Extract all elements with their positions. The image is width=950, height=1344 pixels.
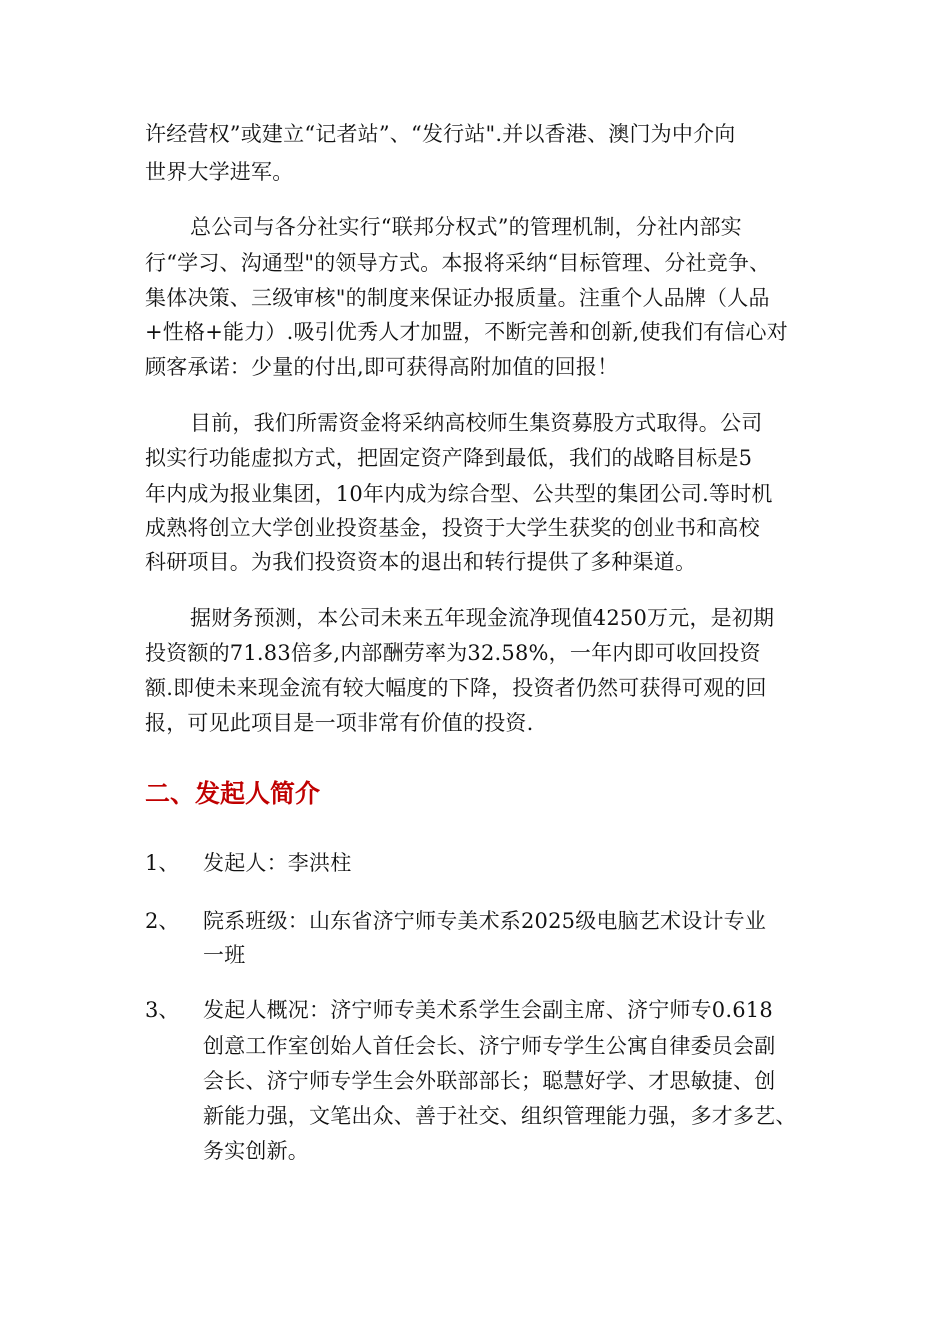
list-item-text: 务实创新。 bbox=[203, 1139, 309, 1163]
management-paragraph-line: +性格+能力）.吸引优秀人才加盟，不断完善和创新,使我们有信心对 bbox=[145, 320, 788, 344]
funding-paragraph-line: 年内成为报业集团，10年内成为综合型、公共型的集团公司.等时机 bbox=[145, 482, 773, 506]
list-item-text: 创意工作室创始人首任会长、济宁师专学生公寓自律委员会副 bbox=[203, 1034, 776, 1058]
management-paragraph-line: 集体决策、三级审核"的制度来保证办报质量。注重个人品牌（人品 bbox=[145, 286, 770, 310]
management-paragraph-line: 顾客承诺：少量的付出,即可获得高附加值的回报！ bbox=[145, 355, 619, 379]
list-item-number: 2、 bbox=[145, 909, 180, 933]
intro-paragraph-line: 许经营权”或建立“记者站”、“发行站".并以香港、澳门为中介向 bbox=[145, 122, 736, 146]
list-item-text: 新能力强，文笔出众、善于社交、组织管理能力强，多才多艺、 bbox=[203, 1104, 797, 1128]
list-item-text: 发起人概况：济宁师专美术系学生会副主席、济宁师专0.618 bbox=[203, 998, 773, 1022]
list-item-text: 会长、济宁师专学生会外联部部长；聪慧好学、才思敏捷、创 bbox=[203, 1069, 776, 1093]
management-paragraph-line: 行“学习、沟通型"的领导方式。本报将采纳“目标管理、分社竞争、 bbox=[145, 251, 771, 275]
list-item-text: 发起人：李洪柱 bbox=[203, 851, 352, 875]
finance-paragraph-line: 报，可见此项目是一项非常有价值的投资. bbox=[145, 711, 534, 735]
finance-paragraph-line: 据财务预测，本公司未来五年现金流净现值4250万元，是初期 bbox=[190, 606, 775, 630]
list-item-number: 1、 bbox=[145, 851, 180, 875]
funding-paragraph-line: 成熟将创立大学创业投资基金，投资于大学生获奖的创业书和高校 bbox=[145, 516, 760, 540]
list-item-text: 一班 bbox=[203, 943, 246, 967]
section-heading: 二、发起人简介 bbox=[145, 779, 321, 808]
funding-paragraph-line: 拟实行功能虚拟方式，把固定资产降到最低，我们的战略目标是5 bbox=[145, 446, 753, 470]
management-paragraph-line: 总公司与各分社实行“联邦分权式”的管理机制，分社内部实 bbox=[190, 215, 742, 239]
list-item-number: 3、 bbox=[145, 998, 180, 1022]
funding-paragraph-line: 科研项目。为我们投资资本的退出和转行提供了多种渠道。 bbox=[145, 550, 697, 574]
finance-paragraph-line: 投资额的71.83倍多,内部酬劳率为32.58%，一年内即可收回投资 bbox=[145, 641, 761, 665]
funding-paragraph-line: 目前，我们所需资金将采纳高校师生集资募股方式取得。公司 bbox=[190, 411, 763, 435]
list-item-text: 院系班级：山东省济宁师专美术系2025级电脑艺术设计专业 bbox=[203, 909, 767, 933]
finance-paragraph-line: 额.即使未来现金流有较大幅度的下降，投资者仍然可获得可观的回 bbox=[145, 676, 767, 700]
intro-paragraph-line: 世界大学进军。 bbox=[145, 160, 294, 184]
